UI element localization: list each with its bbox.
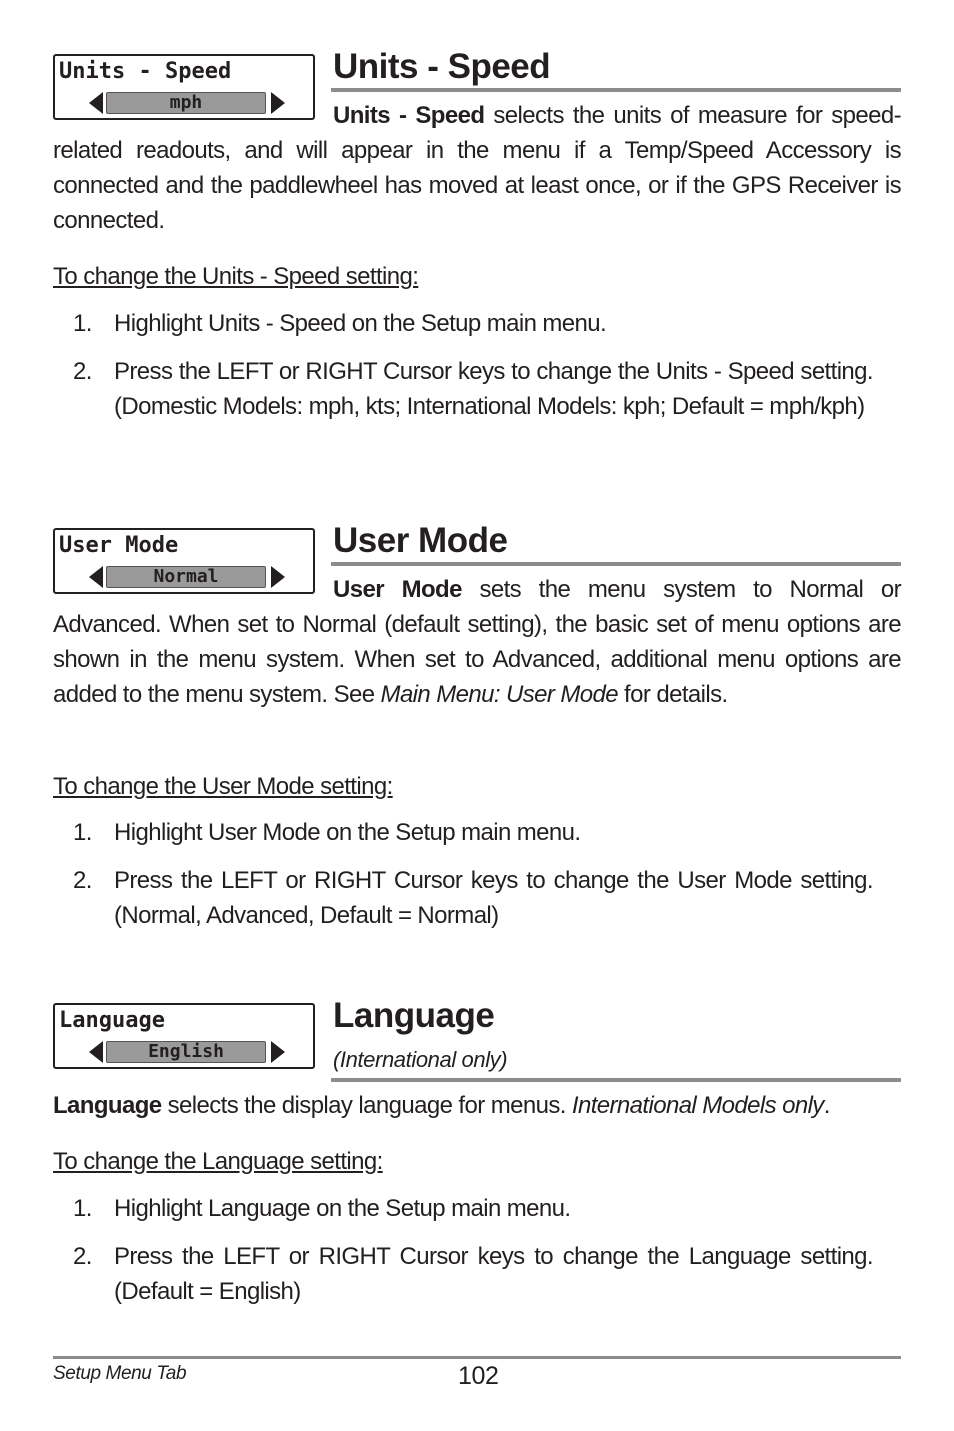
procedure-steps xyxy=(53,815,873,933)
intro-term: Language xyxy=(53,1092,162,1119)
menu-widget-label: Units - Speed xyxy=(59,59,232,84)
section-title: Language xyxy=(333,996,495,1035)
step-text: Highlight Units - Speed on the Setup main menu. xyxy=(114,310,607,337)
menu-widget-label: Language xyxy=(59,1008,165,1033)
intro-tail: . xyxy=(823,1092,830,1119)
intro-text: sets the menu system to Normal or Advanced. When set to Normal (default setting), the basic set of menu options are shown in the menu system. When set to Advanced, additional menu options are added to the menu system. See xyxy=(53,576,902,708)
intro-text: selects the units of measure for speed-related readouts, and will appear in the menu if a Temp/Speed Accessory is connected and the paddlewheel has moved at least once, or if the GPS Receiver is connected. xyxy=(53,102,901,234)
language-menu-widget xyxy=(53,1003,315,1069)
intro-text: selects the display language for menus. xyxy=(161,1092,572,1119)
step-text: Press the LEFT or RIGHT Cursor keys to change the Language setting. (Default = English) xyxy=(114,1243,873,1305)
step-item xyxy=(53,863,873,933)
section-intro xyxy=(53,98,901,238)
menu-widget-label: User Mode xyxy=(59,533,179,558)
step-number: 1. xyxy=(73,1195,92,1222)
left-arrow-icon xyxy=(89,1041,103,1063)
title-rule xyxy=(331,88,901,92)
step-number: 1. xyxy=(73,310,92,337)
step-number: 2. xyxy=(73,1243,92,1270)
section-note: (International only) xyxy=(333,1047,508,1072)
step-item xyxy=(53,1191,873,1226)
step-text: Press the LEFT or RIGHT Cursor keys to change the User Mode setting. (Normal, Advanced, Default = Normal) xyxy=(114,867,873,929)
section-title: Units - Speed xyxy=(333,47,551,86)
step-text: Highlight User Mode on the Setup main menu. xyxy=(114,819,581,846)
procedure-steps xyxy=(53,306,873,424)
step-item xyxy=(53,306,873,341)
intro-term: Units - Speed xyxy=(333,102,485,129)
title-rule xyxy=(331,562,901,566)
step-text: Press the LEFT or RIGHT Cursor keys to change the Units - Speed setting. (Domestic Models: mph, kts; International Models: kph; Default = mph/kph) xyxy=(114,358,873,420)
intro-emphasis: International Models only xyxy=(571,1092,824,1119)
procedure-steps xyxy=(53,1191,873,1309)
footer-rule xyxy=(53,1356,901,1359)
footer-section-name: Setup Menu Tab xyxy=(53,1363,187,1384)
menu-widget-value: English xyxy=(106,1041,266,1063)
step-number: 1. xyxy=(73,819,92,846)
page-number: 102 xyxy=(458,1362,499,1390)
step-text: Highlight Language on the Setup main menu. xyxy=(114,1195,571,1222)
title-rule xyxy=(331,1078,901,1082)
right-arrow-icon xyxy=(271,1041,285,1063)
cross-reference: Main Menu: User Mode xyxy=(380,681,618,708)
step-number: 2. xyxy=(73,867,92,894)
procedure-heading: To change the User Mode setting: xyxy=(53,773,393,800)
procedure-heading: To change the Language setting: xyxy=(53,1148,383,1175)
section-title: User Mode xyxy=(333,521,508,560)
step-item xyxy=(53,1239,873,1309)
menu-widget-value: Normal xyxy=(106,566,266,588)
step-number: 2. xyxy=(73,358,92,385)
procedure-heading: To change the Units - Speed setting: xyxy=(53,263,419,290)
step-item xyxy=(53,354,873,424)
menu-widget-value: mph xyxy=(106,92,266,114)
intro-term: User Mode xyxy=(333,576,462,603)
section-intro xyxy=(53,1088,901,1123)
intro-tail: for details. xyxy=(617,681,728,708)
section-intro xyxy=(53,572,901,712)
step-item xyxy=(53,815,873,850)
